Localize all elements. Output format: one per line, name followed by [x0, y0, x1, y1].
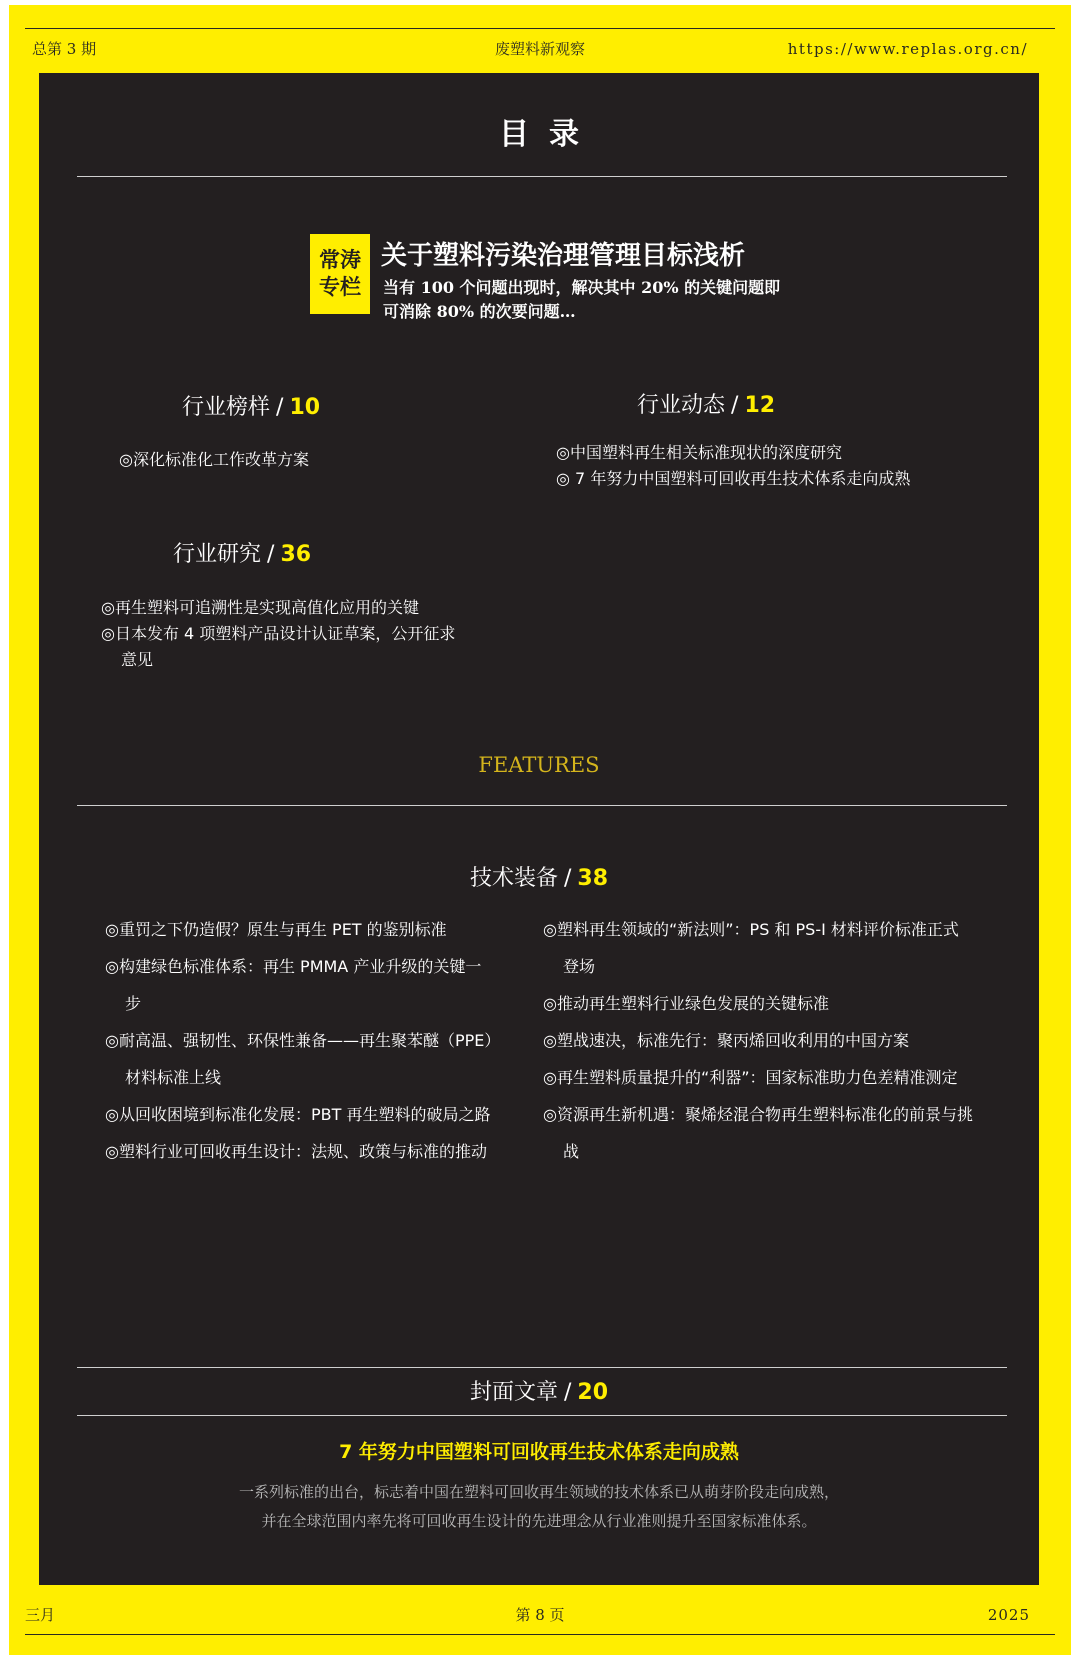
section-title: 行业榜样 — [182, 395, 271, 420]
separator: / — [731, 393, 739, 418]
section-heading-research[interactable] — [173, 537, 311, 568]
section-title: 封面文章 — [469, 1380, 558, 1405]
section-title: 行业研究 — [173, 542, 262, 567]
research-list — [101, 595, 471, 673]
section-title: 技术装备 — [469, 866, 558, 891]
cover-rule-bottom — [77, 1415, 1007, 1416]
cover-desc-line1: 一系列标准的出台，标志着中国在塑料可回收再生领域的技术体系已从萌芽阶段走向成熟， — [238, 1483, 839, 1501]
cover-desc-line2: 并在全球范围内率先将可回收再生设计的先进理念从行业准则提升至国家标准体系。 — [261, 1512, 817, 1530]
toc-title: 目录 — [499, 117, 599, 152]
column-subtitle: 当有 100 个问题出现时，解决其中 20% 的关键问题即可消除 80% 的次要问题… — [383, 278, 781, 321]
list-item[interactable]: ◎再生塑料可追溯性是实现高值化应用的关键 — [101, 598, 419, 617]
separator: / — [563, 1380, 572, 1405]
footer-month: 三月 — [25, 1606, 56, 1624]
column-tag-line1: 常涛 — [319, 248, 361, 272]
list-item[interactable]: ◎资源再生新机遇：聚烯烃混合物再生塑料标准化的前景与挑战 — [543, 1105, 973, 1161]
section-page: 12 — [744, 393, 776, 418]
toc-panel — [39, 73, 1039, 1585]
list-item[interactable]: ◎再生塑料质量提升的“利器”：国家标准助力色差精准测定 — [543, 1068, 958, 1087]
separator: / — [276, 395, 284, 420]
footer-rule — [25, 1634, 1055, 1635]
list-item[interactable]: ◎重罚之下仍造假？原生与再生 PET 的鉴别标准 — [105, 920, 447, 939]
tech-list-right — [543, 911, 973, 1170]
cover-story-description — [139, 1478, 939, 1536]
list-item[interactable]: ◎构建绿色标准体系：再生 PMMA 产业升级的关键一步 — [105, 957, 482, 1013]
list-item[interactable]: ◎ 7 年努力中国塑料可回收再生技术体系走向成熟 — [556, 469, 911, 488]
role-model-list — [119, 447, 499, 473]
list-item[interactable]: ◎深化标准化工作改革方案 — [119, 450, 309, 469]
section-heading-role-model[interactable] — [182, 390, 320, 421]
column-tag-line2: 专栏 — [319, 275, 361, 299]
column-tag — [310, 234, 370, 314]
website-url[interactable]: https://www.replas.org.cn/ — [787, 40, 1028, 58]
list-item[interactable]: ◎从回收困境到标准化发展：PBT 再生塑料的破局之路 — [105, 1105, 491, 1124]
section-page: 38 — [577, 866, 609, 891]
list-item[interactable]: ◎耐高温、强韧性、环保性兼备——再生聚苯醚（PPE）材料标准上线 — [105, 1031, 493, 1087]
section-page: 20 — [577, 1380, 609, 1405]
title-rule — [77, 176, 1007, 177]
section-heading-news[interactable] — [637, 388, 775, 419]
list-item[interactable]: ◎推动再生塑料行业绿色发展的关键标准 — [543, 994, 829, 1013]
column-title[interactable]: 关于塑料污染治理管理目标浅析 — [381, 241, 746, 271]
section-heading-cover[interactable] — [39, 1375, 1039, 1406]
cover-rule-top — [77, 1367, 1007, 1368]
footer-year: 2025 — [987, 1606, 1030, 1624]
separator: / — [563, 866, 572, 891]
news-list — [556, 440, 1006, 492]
list-item[interactable]: ◎塑战速决，标准先行：聚丙烯回收利用的中国方案 — [543, 1031, 909, 1050]
tech-list-left — [105, 911, 495, 1170]
list-item[interactable]: ◎中国塑料再生相关标准现状的深度研究 — [556, 443, 842, 462]
features-label: FEATURES — [478, 753, 600, 777]
issue-number: 总第 3 期 — [32, 40, 97, 58]
section-heading-tech[interactable] — [39, 861, 1039, 892]
header-rule — [25, 28, 1055, 29]
cover-story-title[interactable]: 7 年努力中国塑料可回收再生技术体系走向成熟 — [339, 1441, 739, 1463]
footer-page-number: 第 8 页 — [515, 1606, 565, 1624]
separator: / — [267, 542, 275, 567]
features-rule — [77, 805, 1007, 806]
list-item[interactable]: ◎日本发布 4 项塑料产品设计认证草案，公开征求意见 — [101, 624, 456, 669]
section-page: 10 — [289, 395, 321, 420]
list-item[interactable]: ◎塑料行业可回收再生设计：法规、政策与标准的推动 — [105, 1142, 487, 1161]
section-page: 36 — [280, 542, 312, 567]
section-title: 行业动态 — [637, 393, 726, 418]
list-item[interactable]: ◎塑料再生领域的“新法则”：PS 和 PS-I 材料评价标准正式登场 — [543, 920, 959, 976]
magazine-name: 废塑料新观察 — [494, 40, 585, 58]
